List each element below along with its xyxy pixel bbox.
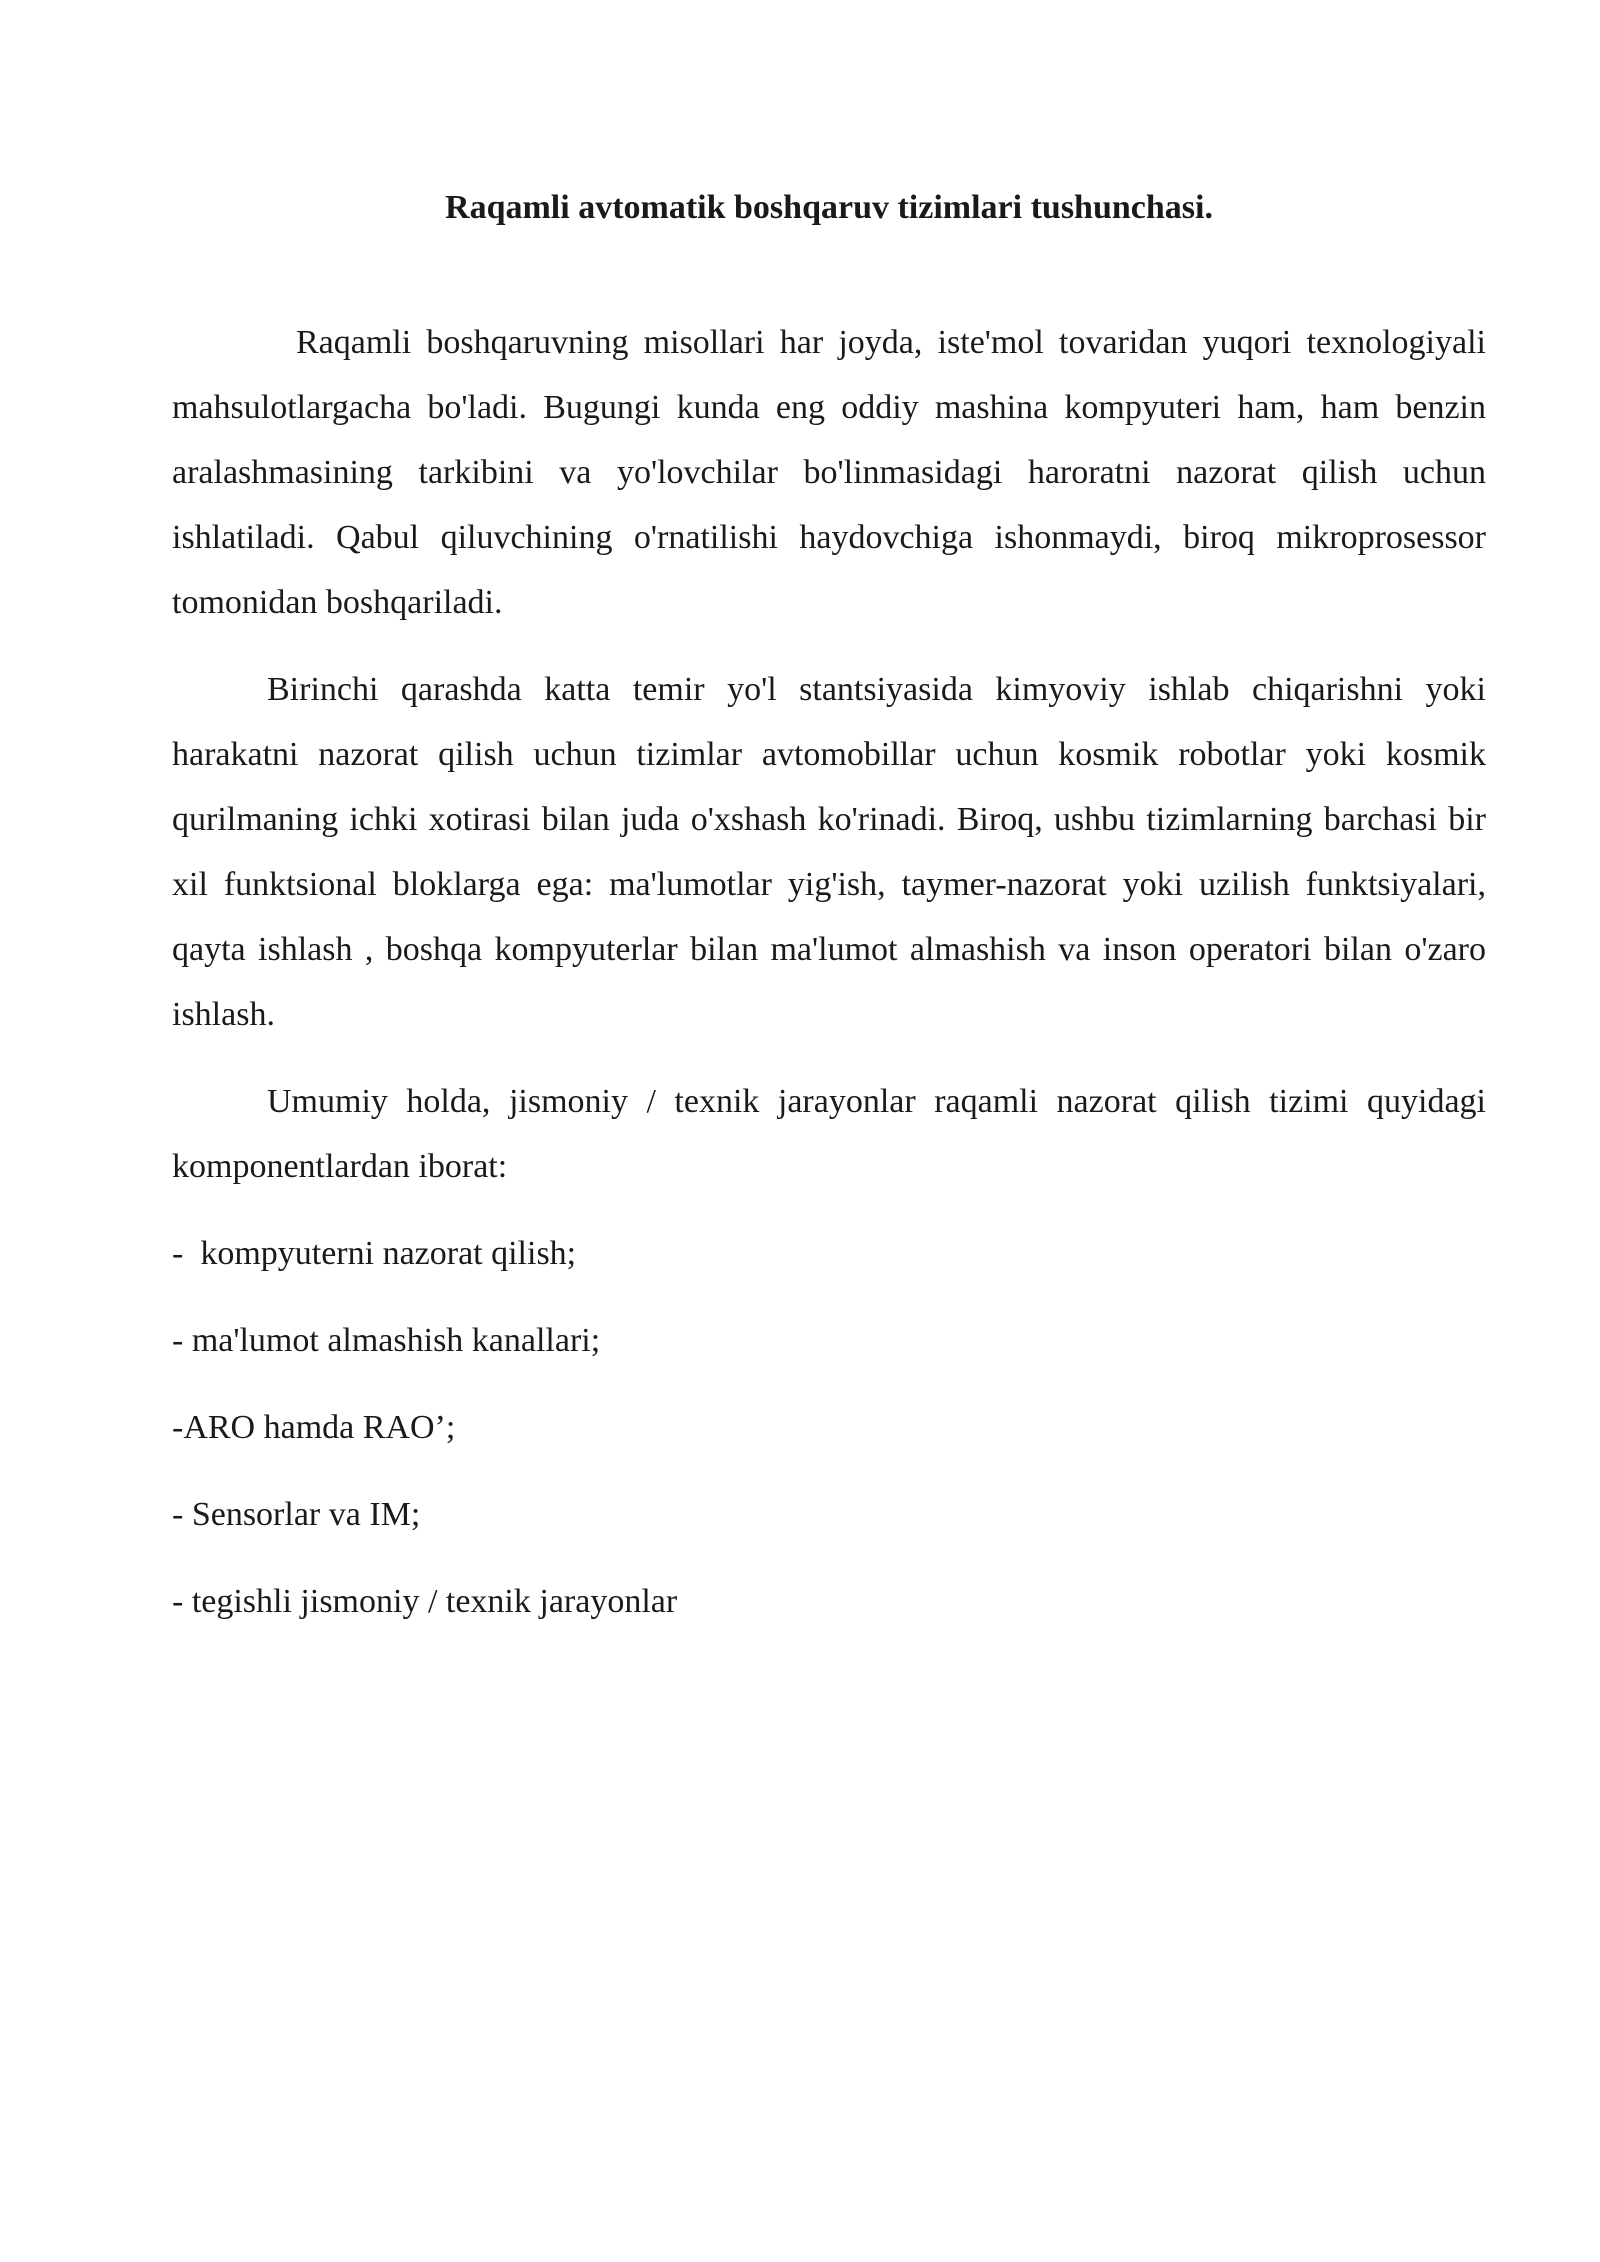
list-item: - ma'lumot almashish kanallari; (172, 1322, 601, 1359)
list-item: -ARO hamda RAO’; (172, 1409, 456, 1446)
paragraph-1: Raqamli boshqaruvning misollari har joyda, iste'mol tovaridan yuqori texnologiyali mahsulotlargacha bo'ladi. Bugungi kunda eng oddiy mashina kompyuteri ham, ham benzin aralashmasining tarkibini va yo'lovchilar bo'linmasidagi haroratni nazorat qilish uchun ishlatiladi. Qabul qiluvchining o'rnatilishi haydovchiga ishonmaydi, biroq mikroprosessor tomonidan boshqariladi. (172, 324, 1486, 621)
list-item: - kompyuterni nazorat qilish; (172, 1235, 577, 1272)
list-item: - Sensorlar va IM; (172, 1496, 421, 1533)
document-body (172, 180, 1486, 1656)
paragraph-3: Umumiy holda, jismoniy / texnik jarayonlar raqamli nazorat qilish tizimi quyidagi komponentlardan iborat: (172, 1083, 1486, 1185)
components-list (172, 1221, 1486, 1634)
paragraph-2: Birinchi qarashda katta temir yo'l stantsiyasida kimyoviy ishlab chiqarishni yoki harakatni nazorat qilish uchun tizimlar avtomobillar uchun kosmik robotlar yoki kosmik qurilmaning ichki xotirasi bilan juda o'xshash ko'rinadi. Biroq, ushbu tizimlarning barchasi bir xil funktsional bloklarga ega: ma'lumotlar yig'ish, taymer-nazorat yoki uzilish funktsiyalari, qayta ishlash , boshqa kompyuterlar bilan ma'lumot almashish va inson operatori bilan o'zaro ishlash. (172, 671, 1486, 1033)
list-item: - tegishli jismoniy / texnik jarayonlar (172, 1583, 678, 1620)
document-title: Raqamli avtomatik boshqaruv tizimlari tushunchasi. (445, 189, 1213, 226)
